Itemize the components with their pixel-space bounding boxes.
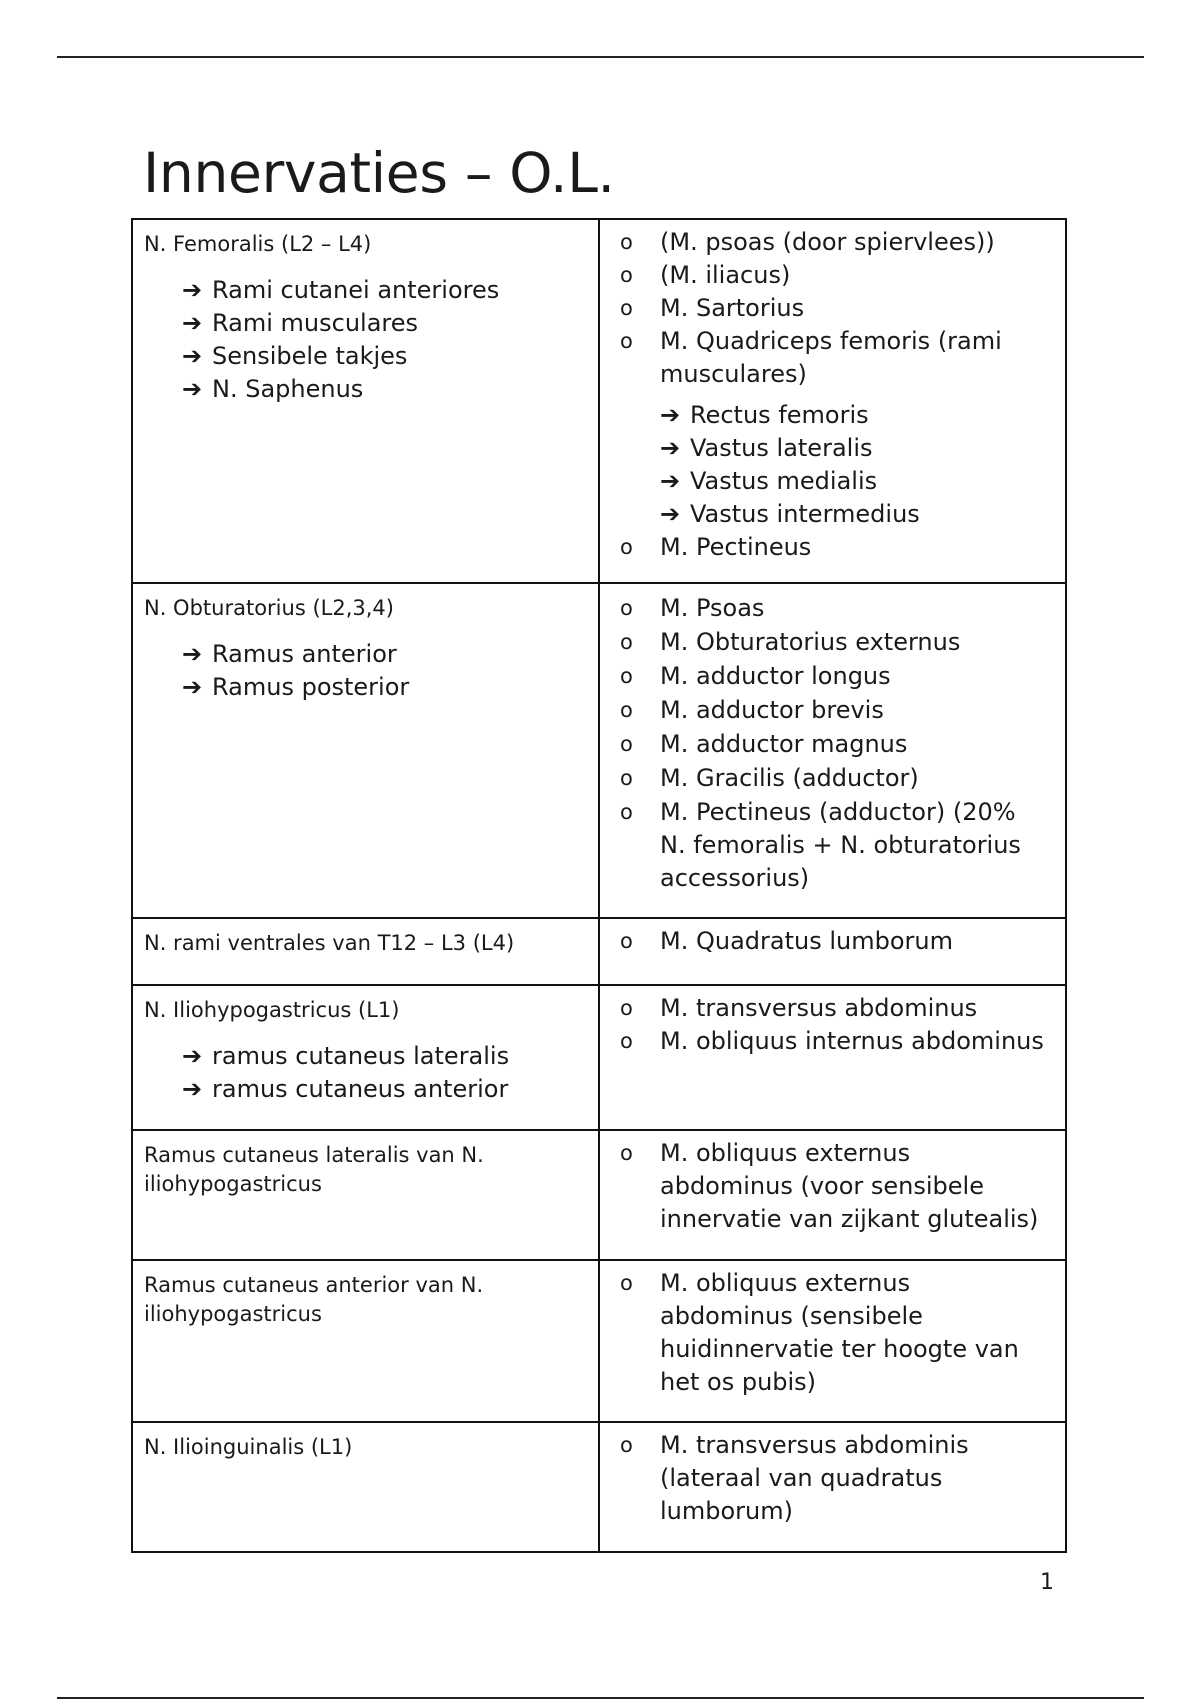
muscle-item: o M. adductor brevis — [620, 694, 1065, 727]
footer-rule — [57, 1697, 1144, 1699]
bullet-icon: o — [620, 1029, 633, 1053]
muscle-list — [600, 592, 1065, 895]
arrow-icon: ➔ — [182, 309, 203, 337]
table-row — [132, 985, 1066, 1130]
table-row — [132, 1422, 1066, 1552]
table-row — [132, 219, 1066, 583]
muscle-cell — [599, 1422, 1066, 1552]
branch-list — [133, 638, 598, 704]
bullet-icon: o — [620, 1141, 633, 1165]
branch-list — [133, 274, 598, 406]
arrow-icon: ➔ — [182, 673, 203, 701]
bullet-icon: o — [620, 664, 633, 688]
muscle-cell — [599, 219, 1066, 583]
bullet-icon: o — [620, 1271, 633, 1295]
muscle-item: o M. obliquus externus abdominus (sensibele huidinnervatie ter hoogte van het os pubis) — [620, 1267, 1065, 1399]
muscle-item: o M. Quadriceps femoris (rami musculares) — [620, 325, 1065, 391]
branch-list — [133, 1040, 598, 1106]
sub-muscle-list — [600, 399, 1065, 531]
muscle-item: o M. transversus abdominis (lateraal van quadratus lumborum) — [620, 1429, 1065, 1528]
muscle-item: o M. adductor longus — [620, 660, 1065, 693]
muscle-item: o M. obliquus externus abdominus (voor sensibele innervatie van zijkant glutealis) — [620, 1137, 1065, 1236]
branch-item: ➔ Ramus anterior — [182, 638, 598, 671]
muscle-item: o M. Sartorius — [620, 292, 1065, 325]
header-rule — [57, 56, 1144, 58]
table-row — [132, 1260, 1066, 1422]
bullet-icon: o — [620, 698, 633, 722]
nerve-cell — [132, 918, 599, 985]
nerve-cell — [132, 583, 599, 918]
muscle-item: o M. transversus abdominus — [620, 992, 1065, 1025]
branch-item: ➔ ramus cutaneus lateralis — [182, 1040, 598, 1073]
bullet-icon: o — [620, 929, 633, 953]
muscle-list — [600, 226, 1065, 391]
bullet-icon: o — [620, 766, 633, 790]
muscle-item: o M. Obturatorius externus — [620, 626, 1065, 659]
table-row — [132, 918, 1066, 985]
arrow-icon: ➔ — [660, 434, 681, 462]
nerve-cell — [132, 1260, 599, 1422]
muscle-item: o M. Pectineus (adductor) (20% N. femoralis + N. obturatorius accessorius) — [620, 796, 1065, 895]
bullet-icon: o — [620, 296, 633, 320]
arrow-icon: ➔ — [182, 640, 203, 668]
sub-muscle-item: ➔ Vastus lateralis — [660, 432, 1065, 465]
arrow-icon: ➔ — [182, 276, 203, 304]
table-row — [132, 583, 1066, 918]
muscle-item: o (M. iliacus) — [620, 259, 1065, 292]
nerve-name: N. Iliohypogastricus (L1) — [144, 998, 400, 1022]
nerve-name: N. Obturatorius (L2,3,4) — [144, 596, 394, 620]
bullet-icon: o — [620, 800, 633, 824]
nerve-name: N. Ilioinguinalis (L1) — [144, 1435, 353, 1459]
bullet-icon: o — [620, 596, 633, 620]
arrow-icon: ➔ — [182, 1075, 203, 1103]
nerve-cell — [132, 1422, 599, 1552]
page-number: 1 — [1040, 1570, 1054, 1595]
branch-item: ➔ Rami musculares — [182, 307, 598, 340]
branch-item: ➔ Rami cutanei anteriores — [182, 274, 598, 307]
arrow-icon: ➔ — [182, 375, 203, 403]
muscle-cell — [599, 583, 1066, 918]
muscle-cell — [599, 918, 1066, 985]
arrow-icon: ➔ — [182, 1042, 203, 1070]
nerve-cell — [132, 985, 599, 1130]
muscle-item: o (M. psoas (door spiervlees)) — [620, 226, 1065, 259]
sub-muscle-item: ➔ Vastus medialis — [660, 465, 1065, 498]
arrow-icon: ➔ — [182, 342, 203, 370]
muscle-list — [600, 531, 1065, 564]
muscle-item: o M. adductor magnus — [620, 728, 1065, 761]
muscle-item: o M. Pectineus — [620, 531, 1065, 564]
arrow-icon: ➔ — [660, 500, 681, 528]
muscle-list — [600, 925, 1065, 958]
muscle-cell — [599, 1260, 1066, 1422]
bullet-icon: o — [620, 1433, 633, 1457]
bullet-icon: o — [620, 732, 633, 756]
nerve-name: Ramus cutaneus lateralis van N. iliohypogastricus — [144, 1143, 484, 1196]
nerve-name: N. Femoralis (L2 – L4) — [144, 232, 372, 256]
page-title: Innervaties – O.L. — [143, 141, 615, 205]
muscle-cell — [599, 985, 1066, 1130]
arrow-icon: ➔ — [660, 401, 681, 429]
bullet-icon: o — [620, 230, 633, 254]
nerve-name: N. rami ventrales van T12 – L3 (L4) — [144, 931, 515, 955]
muscle-list — [600, 992, 1065, 1058]
innervation-table — [131, 218, 1067, 1553]
muscle-list — [600, 1267, 1065, 1399]
table-row — [132, 1130, 1066, 1260]
muscle-cell — [599, 1130, 1066, 1260]
nerve-cell — [132, 1130, 599, 1260]
muscle-item: o M. obliquus internus abdominus — [620, 1025, 1065, 1058]
branch-item: ➔ Ramus posterior — [182, 671, 598, 704]
muscle-item: o M. Psoas — [620, 592, 1065, 625]
bullet-icon: o — [620, 263, 633, 287]
muscle-item: o M. Gracilis (adductor) — [620, 762, 1065, 795]
branch-item: ➔ ramus cutaneus anterior — [182, 1073, 598, 1106]
muscle-list — [600, 1137, 1065, 1236]
sub-muscle-item: ➔ Rectus femoris — [660, 399, 1065, 432]
sub-muscle-item: ➔ Vastus intermedius — [660, 498, 1065, 531]
branch-item: ➔ Sensibele takjes — [182, 340, 598, 373]
bullet-icon: o — [620, 996, 633, 1020]
bullet-icon: o — [620, 329, 633, 353]
bullet-icon: o — [620, 535, 633, 559]
nerve-cell — [132, 219, 599, 583]
bullet-icon: o — [620, 630, 633, 654]
nerve-name: Ramus cutaneus anterior van N. iliohypogastricus — [144, 1273, 484, 1326]
muscle-item: o M. Quadratus lumborum — [620, 925, 1065, 958]
muscle-list — [600, 1429, 1065, 1528]
arrow-icon: ➔ — [660, 467, 681, 495]
branch-item: ➔ N. Saphenus — [182, 373, 598, 406]
